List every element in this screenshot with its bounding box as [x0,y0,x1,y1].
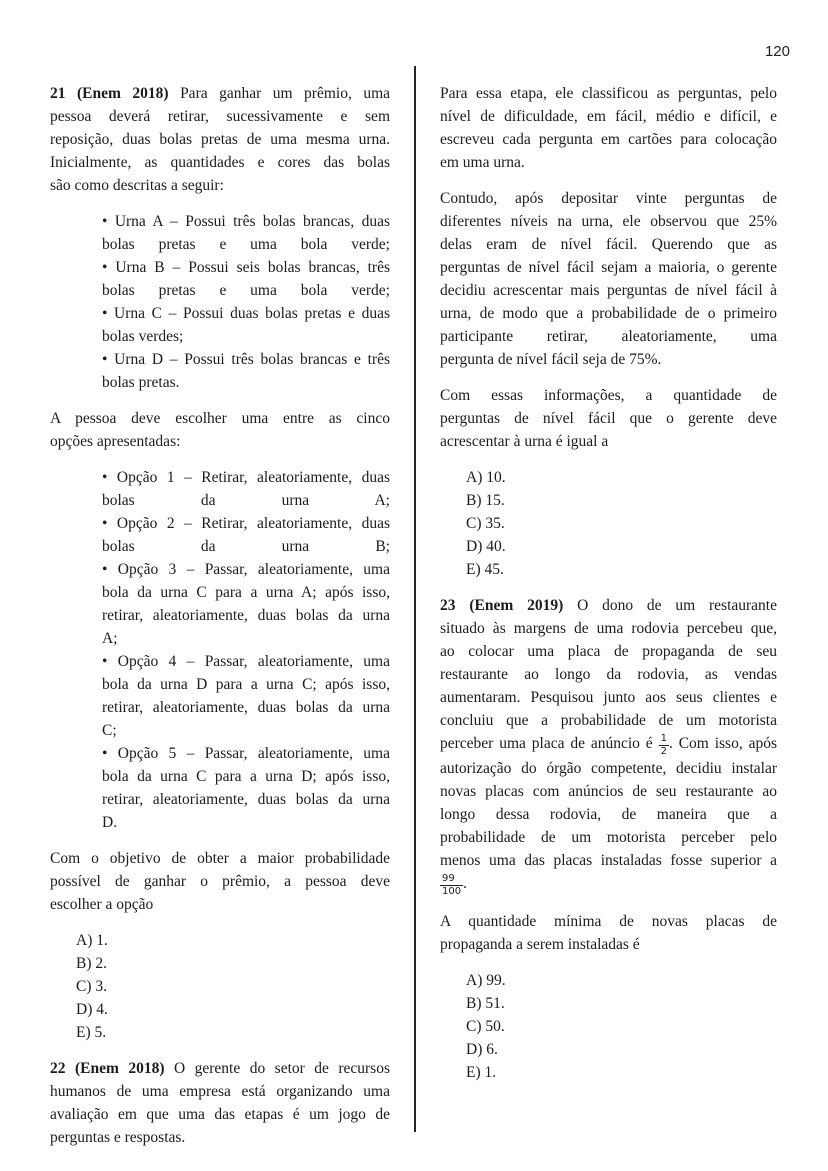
text-line: menos uma das placas instaladas fosse superior a [440,852,777,869]
text-line: decidiu acrescentar mais perguntas de nível fácil à [440,282,777,299]
question-21-goal [50,847,390,916]
alternative-item: D) 6. [466,1041,498,1058]
list-item-line: bolas pretas. [102,374,180,391]
alternative-item: A) 10. [466,469,506,486]
alternative-item: D) 40. [466,538,506,555]
list-item-line: bola da urna D para a urna C; após isso, [102,676,390,693]
list-item-line: C; [102,722,117,739]
list-item-line: • Urna A – Possui três bolas brancas, duas [102,213,390,230]
text-line: em uma urna. [440,154,525,171]
text-line: acrescentar à urna é igual a [440,433,609,450]
alternative-item: B) 15. [466,492,505,509]
text-line: Com essas informações, a quantidade de [440,387,777,404]
text-line: são como descritas a seguir: [50,177,224,194]
text-line: diferentes níveis na urna, ele observou que 25% [440,213,777,230]
alternative-item: B) 51. [466,995,505,1012]
text-run: perceber uma placa de anúncio é [440,735,653,752]
text-line: concluiu que a probabilidade de um motorista [440,712,777,729]
fraction-numerator: 99 [440,873,463,886]
text-line-with-fraction [440,732,777,757]
alternative-item: C) 50. [466,1018,505,1035]
list-item-line: • Urna D – Possui três bolas brancas e três [102,351,390,368]
text-run: O gerente do setor de recursos [173,1060,390,1077]
list-item-line: • Urna B – Possui seis bolas brancas, três [102,259,390,276]
text-line: restaurante ao longo da rodovia, as vendas [440,666,777,683]
text-line: Com o objetivo de obter a maior probabilidade [50,850,390,867]
ninety-nine-hundredths-fraction [440,873,463,897]
list-item-line: bolas da urna B; [102,538,390,555]
text-line: novas placas com anúncios de seu restaurante ao [440,783,777,800]
text-run: Para ganhar um prêmio, uma [180,85,391,102]
one-half-fraction [659,733,669,757]
text-line: situado às margens de uma rodovia percebeu que, [440,620,777,637]
list-item-line: • Opção 1 – Retirar, aleatoriamente, duas [102,469,390,486]
question-22-intro [50,1057,390,1149]
text-line: avaliação em que uma das etapas é um jogo de [50,1106,390,1123]
list-item-line: • Opção 2 – Retirar, aleatoriamente, duas [102,515,390,532]
text-line: longo dessa rodovia, de maneira que a [440,806,777,823]
alternative-item: A) 99. [466,972,506,989]
text-line: Contudo, após depositar vinte perguntas de [440,190,777,207]
list-item-line: • Opção 3 – Passar, aleatoriamente, uma [102,561,390,578]
list-item-line: bolas verdes; [102,328,184,345]
text-run: . Com isso, após [668,735,777,752]
question-23-alternatives [440,969,777,1084]
text-line: autorização do órgão competente, decidiu instalar [440,760,777,777]
fraction-numerator: 1 [660,733,667,744]
fraction-denominator: 2 [660,745,667,757]
question-21-choose [50,407,390,453]
text-line: possível de ganhar o prêmio, a pessoa deve [50,873,390,890]
text-line: participante retirar, aleatoriamente, uma [440,328,777,345]
text-line [440,594,777,617]
question-21-intro [50,82,390,197]
text-line: reposição, duas bolas pretas de uma mesma urna. [50,131,390,148]
text-line: humanos de uma empresa está organizando uma [50,1083,390,1100]
list-item-line: bola da urna C para a urna A; após isso, [102,584,390,601]
list-item-line: • Urna C – Possui duas bolas pretas e duas [102,305,390,322]
text-run: . [463,875,467,892]
alternative-item: C) 35. [466,515,505,532]
text-line: Para essa etapa, ele classificou as perguntas, pelo [440,85,777,102]
alternative-item: E) 45. [466,561,504,578]
text-line: opções apresentadas: [50,433,181,450]
fraction-denominator: 100 [442,885,462,897]
text-line: escolher a opção [50,896,154,913]
text-line: delas eram de nível fácil. Querendo que as [440,236,777,253]
question-21-alternatives [50,929,390,1044]
question-21-option-list [50,466,390,834]
alternative-item: A) 1. [76,932,108,949]
text-line: pergunta de nível fácil seja de 75%. [440,351,662,368]
text-line: perguntas e respostas. [50,1129,186,1146]
text-line: A pessoa deve escolher uma entre as cinco [50,410,390,427]
question-23-intro [440,594,777,897]
text-line [50,1057,390,1080]
page-number: 120 [764,43,790,60]
list-item-line: • Opção 5 – Passar, aleatoriamente, uma [102,745,390,762]
question-22-paragraph-3 [440,384,777,453]
column-divider [414,66,416,1132]
question-22-label: 22 (Enem 2018) [50,1060,165,1077]
list-item-line: • Opção 4 – Passar, aleatoriamente, uma [102,653,390,670]
alternative-item: D) 4. [76,1001,108,1018]
text-line: A quantidade mínima de novas placas de [440,913,777,930]
question-22-paragraph-1 [440,82,777,174]
question-22-paragraph-2 [440,187,777,371]
right-column [440,82,777,1097]
alternative-item: E) 5. [76,1024,107,1041]
question-21-label: 21 (Enem 2018) [50,85,169,102]
list-item-line: bolas pretas e uma bola verde; [102,282,390,299]
question-22-alternatives [440,466,777,581]
list-item-line: bolas pretas e uma bola verde; [102,236,390,253]
text-line [50,82,390,105]
text-line: pessoa deverá retirar, sucessivamente e sem [50,108,390,125]
alternative-item: B) 2. [76,955,107,972]
list-item-line: bolas da urna A; [102,492,390,509]
left-column [50,82,390,1162]
text-line: probabilidade de um motorista perceber pelo [440,829,777,846]
text-line: perguntas de nível fácil que o gerente deve [440,410,777,427]
text-line: Inicialmente, as quantidades e cores das bolas [50,154,390,171]
text-line: nível de dificuldade, em fácil, médio e difícil, e [440,108,777,125]
question-21-urn-list [50,210,390,394]
text-line: perguntas de nível fácil sejam a maioria, o gerente [440,259,777,276]
text-line: escreveu cada pergunta em cartões para colocação [440,131,777,148]
list-item-line: retirar, aleatoriamente, duas bolas da urna [102,699,390,716]
list-item-line: bola da urna C para a urna D; após isso, [102,768,390,785]
list-item-line: retirar, aleatoriamente, duas bolas da urna [102,607,390,624]
text-line: urna, de modo que a probabilidade de o primeiro [440,305,777,322]
list-item-line: D. [102,814,118,831]
text-line: aumentaram. Pesquisou junto aos seus clientes e [440,689,777,706]
alternative-item: E) 1. [466,1064,497,1081]
text-line: propaganda a serem instaladas é [440,936,640,953]
question-23-label: 23 (Enem 2019) [440,597,564,614]
question-23-question [440,910,777,956]
text-line: ao colocar uma placa de propaganda de seu [440,643,777,660]
list-item-line: retirar, aleatoriamente, duas bolas da urna [102,791,390,808]
text-run: O dono de um restaurante [577,597,777,614]
alternative-item: C) 3. [76,978,107,995]
list-item-line: A; [102,630,118,647]
text-line-with-fraction [440,872,777,897]
